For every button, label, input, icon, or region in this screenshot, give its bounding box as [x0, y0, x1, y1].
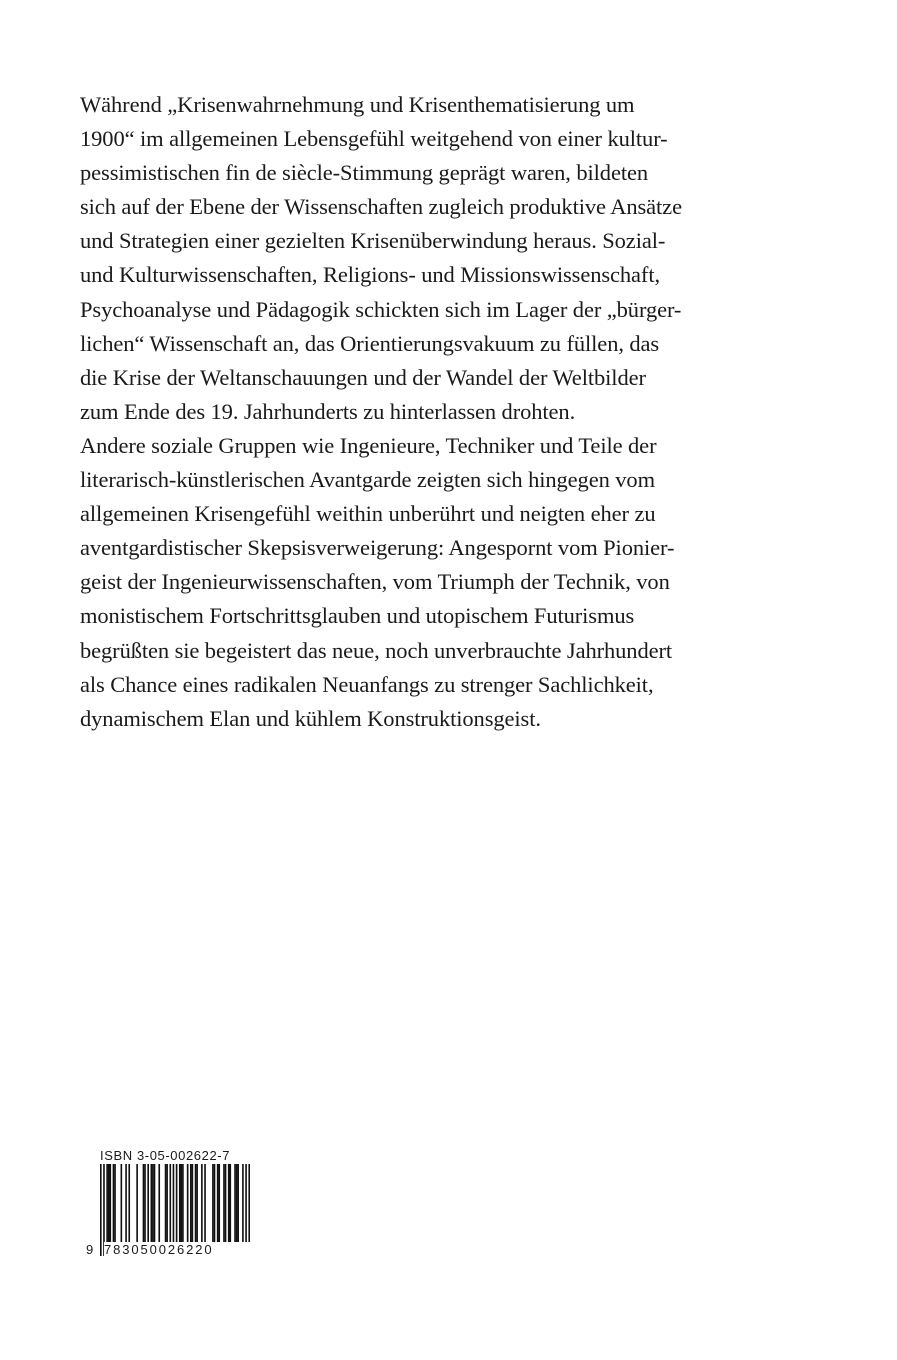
barcode-bar [151, 1164, 153, 1242]
barcode-bar [228, 1164, 230, 1242]
barcode-bar [113, 1164, 115, 1242]
barcode-bar [100, 1164, 102, 1256]
barcode-bar [143, 1164, 145, 1242]
ean-digits: 783050026220 [104, 1242, 250, 1257]
barcode-bar [169, 1164, 171, 1242]
barcode-bar [214, 1164, 216, 1242]
blurb-line: die Krise der Weltanschauungen und der Wandel der Weltbilder [80, 364, 646, 390]
blurb-line: 1900“ im allgemeinen Lebensgefühl weitgehend von einer kultur- [80, 126, 668, 152]
ean-first-digit: 9 [86, 1242, 94, 1257]
barcode-bar [136, 1164, 138, 1242]
barcode-bar [236, 1164, 238, 1242]
barcode-bar [218, 1164, 220, 1242]
back-cover-blurb [80, 88, 820, 736]
blurb-line: und Strategien einer gezielten Krisenüberwindung heraus. Sozial- [80, 228, 666, 254]
blurb-line: geist der Ingenieurwissenschaften, vom Triumph der Technik, von [80, 569, 670, 595]
blurb-line: begrüßten sie begeistert das neue, noch unverbrauchte Jahrhundert [80, 637, 673, 663]
barcode-bar [187, 1164, 189, 1242]
barcode-bar [121, 1164, 123, 1242]
blurb-line: zum Ende des 19. Jahrhunderts zu hinterlassen drohten. [80, 398, 576, 424]
blurb-line: Während „Krisenwahrnehmung und Krisenthematisierung um [80, 92, 635, 117]
barcode-bar [242, 1164, 244, 1242]
barcode-bar [158, 1164, 160, 1242]
barcode-bar [144, 1164, 146, 1242]
barcode-bar [223, 1164, 225, 1242]
barcode-bar [190, 1164, 192, 1242]
barcode-bar [109, 1164, 111, 1242]
blurb-line: Psychoanalyse und Pädagogik schickten sich im Lager der „bürger- [80, 296, 682, 322]
barcode-bar [195, 1164, 197, 1242]
barcode-bar [166, 1164, 168, 1242]
barcode-bar [108, 1164, 110, 1242]
isbn-label: ISBN 3-05-002622-7 [100, 1148, 231, 1163]
barcode-bar [154, 1164, 156, 1242]
barcode-bar [152, 1164, 154, 1242]
blurb-line: aventgardistischer Skepsisverweigerung: Angespornt vom Pionier- [80, 535, 675, 561]
barcode-bar [212, 1164, 214, 1242]
barcode-bar [192, 1164, 194, 1242]
barcode-bar [196, 1164, 198, 1242]
barcode-bar [147, 1164, 149, 1242]
blurb-line: lichen“ Wissenschaft an, das Orientierungsvakuum zu füllen, das [80, 330, 660, 356]
barcode-bar [237, 1164, 239, 1242]
barcode-bar [125, 1164, 127, 1242]
blurb-line: pessimistischen fin de siècle-Stimmung geprägt waren, bildeten [80, 160, 649, 186]
barcode-bar [225, 1164, 227, 1242]
barcode-bar [106, 1164, 108, 1242]
barcode-bar [179, 1164, 181, 1242]
barcode-bar [217, 1164, 219, 1242]
barcode-bar [201, 1164, 203, 1242]
barcode-bar [204, 1164, 206, 1242]
blurb-line: als Chance eines radikalen Neuanfangs zu strenger Sachlichkeit, [80, 671, 654, 697]
blurb-line: und Kulturwissenschaften, Religions- und Missionswissenschaft, [80, 262, 660, 288]
barcode-bar [182, 1164, 184, 1242]
blurb-line: Andere soziale Gruppen wie Ingenieure, Techniker und Teile der [80, 432, 657, 458]
blurb-line: literarisch-künstlerischen Avantgarde zeigten sich hingegen vom [80, 467, 655, 493]
barcode-bar [234, 1164, 236, 1242]
blurb-line: dynamischem Elan und kühlem Konstruktionsgeist. [80, 705, 541, 731]
blurb-line: sich auf der Ebene der Wissenschaften zugleich produktive Ansätze [80, 194, 682, 220]
barcode-bar [229, 1164, 231, 1242]
blurb-line: allgemeinen Krisengefühl weithin unberührt und neigten eher zu [80, 501, 656, 527]
barcode-bar [181, 1164, 183, 1242]
barcode-bar [128, 1164, 130, 1242]
barcode-bar [165, 1164, 167, 1242]
barcode-bar [114, 1164, 116, 1242]
blurb-line: monistischem Fortschrittsglauben und utopischem Futurismus [80, 603, 635, 629]
